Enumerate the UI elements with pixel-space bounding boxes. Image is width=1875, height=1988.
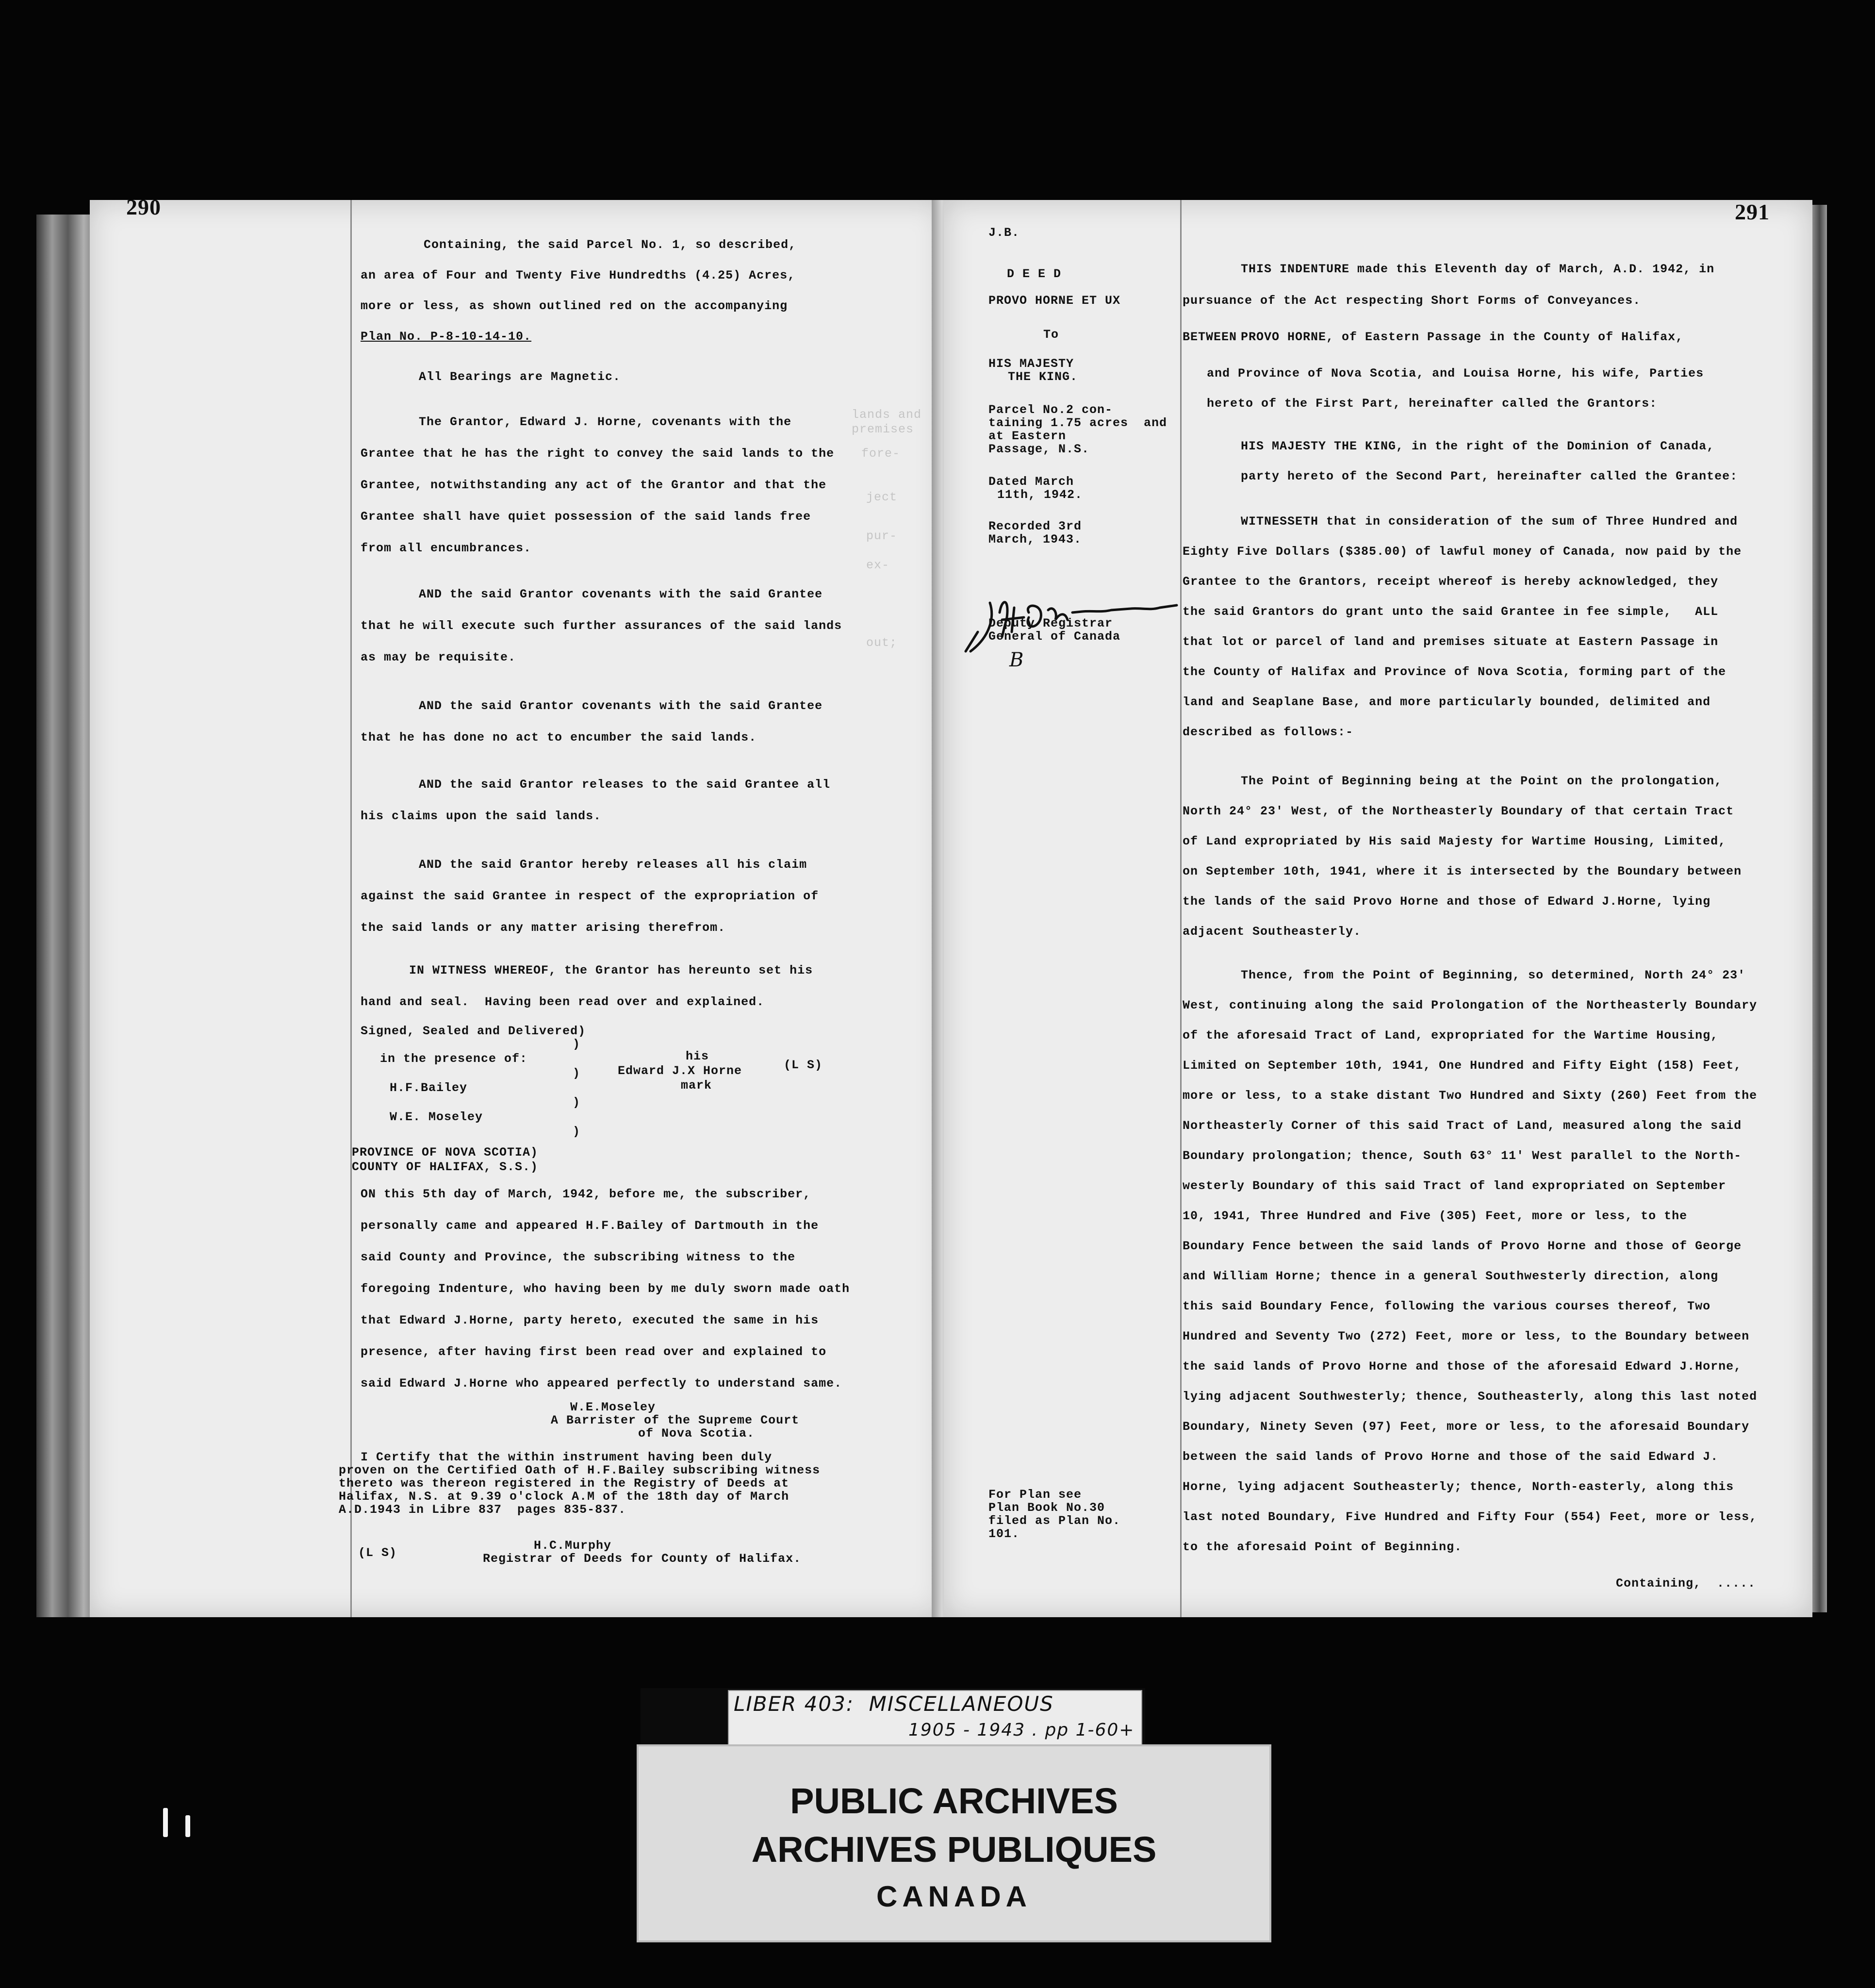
margin-parcel: at Eastern (988, 429, 1067, 443)
text-line: that Edward J.Horne, party hereto, executed the same in his (361, 1313, 819, 1327)
text-line: AND the said Grantor covenants with the said Grantee (419, 587, 823, 601)
margin-recorded: March, 1943. (988, 532, 1082, 547)
mark-his: his (686, 1049, 709, 1063)
text-line: All Bearings are Magnetic. (419, 370, 621, 384)
plan-reference: filed as Plan No. (988, 1514, 1121, 1528)
mark-mark: mark (681, 1078, 712, 1093)
left-margin-rule (350, 200, 352, 1617)
open-ledger-book (90, 195, 1827, 1632)
bracket: ) (573, 1066, 581, 1080)
margin-parties: PROVO HORNE ET UX (988, 294, 1121, 308)
barrister-name: W.E.Moseley (570, 1400, 656, 1414)
text-line: proven on the Certified Oath of H.F.Bailey subscribing witness (339, 1463, 821, 1477)
mark-name: Edward J.X Horne (618, 1064, 742, 1078)
seal-ls: (L S) (784, 1058, 823, 1072)
text-line: personally came and appeared H.F.Bailey of Dartmouth in the (361, 1219, 819, 1233)
text-line: the said Grantors do grant unto the said Grantee in fee simple, ALL (1183, 605, 1719, 619)
text-line: this said Boundary Fence, following the various courses thereof, Two (1183, 1299, 1711, 1313)
archives-stamp (637, 1744, 1271, 1942)
text-line: AND the said Grantor covenants with the said Grantee (419, 699, 823, 713)
continued-marker: Containing, ..... (1616, 1576, 1756, 1590)
barrister-title: of Nova Scotia. (638, 1426, 755, 1441)
margin-dated: 11th, 1942. (997, 488, 1083, 502)
text-line: an area of Four and Twenty Five Hundredths (4.25) Acres, (361, 268, 796, 282)
text-line: lying adjacent Southwesterly; thence, Southeasterly, along this last noted (1183, 1390, 1758, 1404)
text-line: Grantee, notwithstanding any act of the Grantor and that the (361, 478, 827, 492)
text-line: Boundary, Ninety Seven (97) Feet, more or less, to the aforesaid Boundary (1183, 1420, 1750, 1434)
text-line: against the said Grantee in respect of the expropriation of (361, 889, 819, 903)
film-mark (185, 1815, 190, 1837)
text-line: Containing, the said Parcel No. 1, so described, (424, 238, 797, 252)
text-line: WITNESSETH that in consideration of the sum of Three Hundred and (1241, 514, 1738, 529)
text-line: described as follows:- (1183, 725, 1354, 739)
text-line: the lands of the said Provo Horne and those of Edward J.Horne, lying (1183, 895, 1711, 909)
margin-parcel: Parcel No.2 con- (988, 403, 1113, 417)
left-page: 290 lands and premises fore- ject pur- ex- out; Containing, the said Parcel No. 1, so described, an area of Four and Twenty Five Hundredths (4.25) Acres, more or less, as shown outlined red on the accompanying Plan No. P-8-10-14-10. All Bearings are Magnetic. The Grantor, Edward J. Horne, covenants with the Grantee that he has the right to convey the said lands to the Grantee, notwithstanding any act of the Grantor and that the Grantee shall have quiet possession of the said lands free from all encumbrances. AND the said Grantor covenants with the said Grantee that he will execute such further assurances of the said lands as may be requisite. AND the said Grantor covenants with the said Grantee that he has done no act to encumber the said lands. AND the said Grantor releases to the said Grantee all his claims upon the said lands. AND the said Grantor hereby releases all his claim against the said Grantee in respect of the expropriation of the said lands or any matter arising therefrom. IN WITNESS WHEREOF, the Grantor has hereunto set his hand and seal. Having been read over and explained. Signed, Sealed and Delivered) in the presence of: H.F.Bailey W.E. Moseley ) ) ) ) his Edward J.X Horne mark (L S) PROVINCE OF NOVA SCOTIA) COUNTY OF HALIFAX, S.S.) ON this 5th day of March, 1942, before me, the subscriber, personally came and appeared H.F.Bailey of Dartmouth in the said County and Province, the subscribing witness to the foregoing Indenture, who having been by me duly sworn made oath that Edward J.Horne, party hereto, executed the same in his presence, after having first been read over and explained to said Edward J.Horne who appeared perfectly to understand same. W.E.Moseley A Barrister of the Supreme Court of Nova Scotia. I Certify that the within instrument having been duly proven on the Certified Oath of H.F.Bailey subscribing witness thereto was thereon registered in the Registry of Deeds at Halifax, N.S. at 9.39 o'clock A.M of the 18th day of March A.D.1943 in Libre 837 pages 835-837. (L S) H.C.Murphy Registrar of Deeds for County of Halifax. (90, 200, 944, 1617)
text-line: Thence, from the Point of Beginning, so determined, North 24° 23' (1241, 968, 1746, 982)
text-line: from all encumbrances. (361, 541, 532, 555)
text-line: PROVO HORNE, of Eastern Passage in the County of Halifax, (1241, 330, 1684, 344)
text-line: North 24° 23' West, of the Northeasterly Boundary of that certain Tract (1183, 804, 1734, 818)
text-line: and William Horne; thence in a general Southwesterly direction, along (1183, 1269, 1719, 1283)
registrar-name: H.C.Murphy (534, 1539, 612, 1553)
text-line: I Certify that the within instrument having been duly (361, 1450, 773, 1464)
text-line: on September 10th, 1941, where it is intersected by the Boundary between (1183, 864, 1742, 878)
text-line: Signed, Sealed and Delivered) (361, 1024, 586, 1038)
deputy-registrar: General of Canada (988, 630, 1121, 644)
plan-number: Plan No. P-8-10-14-10. (361, 330, 532, 344)
right-page-edges (1812, 205, 1827, 1612)
text-line: that he will execute such further assurances of the said lands (361, 619, 842, 633)
text-line: Grantee to the Grantors, receipt whereof is hereby acknowledged, they (1183, 575, 1719, 589)
margin-the-king: THE KING. (1008, 370, 1078, 384)
text-line: Boundary prolongation; thence, South 63° 11' West parallel to the North- (1183, 1149, 1742, 1163)
text-line: more or less, to a stake distant Two Hundred and Sixty (260) Feet from the (1183, 1089, 1758, 1103)
text-line: westerly Boundary of this said Tract of land expropriated on September (1183, 1179, 1727, 1193)
margin-deed: D E E D (1007, 267, 1062, 281)
text-line: ON this 5th day of March, 1942, before me, the subscriber, (361, 1187, 811, 1201)
text-line: Northeasterly Corner of this said Tract of Land, measured along the said (1183, 1119, 1742, 1133)
text-line: THIS INDENTURE made this Eleventh day of March, A.D. 1942, in (1241, 262, 1715, 276)
text-line: the County of Halifax and Province of Nova Scotia, forming part of the (1183, 665, 1727, 679)
text-line: Hundred and Seventy Two (272) Feet, more or less, to the Boundary between (1183, 1329, 1750, 1343)
margin-recorded: Recorded 3rd (988, 519, 1082, 533)
text-line: as may be requisite. (361, 650, 516, 664)
text-line: AND the said Grantor hereby releases all his claim (419, 858, 807, 872)
text-line: The Grantor, Edward J. Horne, covenants with the (419, 415, 792, 429)
text-line: Grantee that he has the right to convey the said lands to the (361, 447, 835, 461)
text-line: Horne, lying adjacent Southeasterly; thence, North-easterly, along this (1183, 1480, 1734, 1494)
seal-ls: (L S) (358, 1546, 397, 1560)
right-page (944, 200, 1812, 1617)
province-line: PROVINCE OF NOVA SCOTIA) (352, 1145, 539, 1160)
liber-label-line-1: LIBER 403: MISCELLANEOUS (734, 1692, 1054, 1716)
text-line: presence, after having first been read over and explained to (361, 1345, 827, 1359)
bracket: ) (573, 1125, 581, 1139)
presence-line: in the presence of: (380, 1052, 528, 1066)
text-line: of Land expropriated by His said Majesty for Wartime Housing, Limited, (1183, 834, 1727, 848)
text-line: hereto of the First Part, hereinafter called the Grantors: (1207, 397, 1658, 411)
margin-parcel: taining 1.75 acres and (988, 416, 1168, 430)
margin-his-majesty: HIS MAJESTY (988, 357, 1074, 371)
text-line: land and Seaplane Base, and more particularly bounded, delimited and (1183, 695, 1711, 709)
text-line: that he has done no act to encumber the said lands. (361, 730, 757, 745)
county-line: COUNTY OF HALIFAX, S.S.) (352, 1160, 539, 1174)
text-line: the said lands of Provo Horne and those of the aforesaid Edward J.Horne, (1183, 1359, 1742, 1374)
text-line: of the aforesaid Tract of Land, expropriated for the Wartime Housing, (1183, 1028, 1719, 1043)
text-line: A.D.1943 in Libre 837 pages 835-837. (339, 1503, 626, 1517)
bracket: ) (573, 1037, 581, 1051)
text-line: Halifax, N.S. at 9.39 o'clock A.M of the 18th day of March (339, 1490, 789, 1504)
plan-reference: 101. (988, 1527, 1020, 1541)
left-page-number: 290 (126, 195, 161, 219)
plan-reference: For Plan see (988, 1488, 1082, 1502)
witness-name: H.F.Bailey (390, 1081, 468, 1095)
text-line: AND the said Grantor releases to the said Grantee all (419, 778, 831, 792)
stamp-line-1: PUBLIC ARCHIVES (790, 1781, 1118, 1821)
text-line: The Point of Beginning being at the Point on the prolongation, (1241, 774, 1723, 788)
text-line: 10, 1941, Three Hundred and Five (305) Feet, more or less, to the (1183, 1209, 1688, 1223)
text-line: Eighty Five Dollars ($385.00) of lawful money of Canada, now paid by the (1183, 545, 1742, 559)
text-line: thereto was thereon registered in the Registry of Deeds at (339, 1476, 789, 1491)
text-line: hand and seal. Having been read over and explained. (361, 995, 765, 1009)
text-line: HIS MAJESTY THE KING, in the right of the Dominion of Canada, (1241, 439, 1715, 453)
text-line: last noted Boundary, Five Hundred and Fifty Four (554) Feet, more or less, (1183, 1510, 1758, 1524)
registrar-title: Registrar of Deeds for County of Halifax. (483, 1552, 802, 1566)
text-line: and Province of Nova Scotia, and Louisa Horne, his wife, Parties (1207, 366, 1704, 381)
deputy-registrar: Deputy Registrar (988, 616, 1113, 630)
between-label: BETWEEN (1183, 330, 1237, 344)
stamp-line-3: CANADA (876, 1880, 1032, 1913)
text-line: Grantee shall have quiet possession of the said lands free (361, 510, 811, 524)
handwritten-liber-label (728, 1690, 1142, 1750)
handwritten-b: B (1009, 649, 1024, 671)
right-page-number: 291 (1735, 199, 1770, 224)
text-line: foregoing Indenture, who having been by me duly sworn made oath (361, 1282, 850, 1296)
text-line: between the said lands of Provo Horne and those of the said Edward J. (1183, 1450, 1719, 1464)
right-margin-rule (1180, 200, 1182, 1617)
bracket: ) (573, 1095, 581, 1110)
text-line: more or less, as shown outlined red on the accompanying (361, 299, 788, 313)
text-line: that lot or parcel of land and premises situate at Eastern Passage in (1183, 635, 1719, 649)
text-line: Limited on September 10th, 1941, One Hundred and Fifty Eight (158) Feet, (1183, 1059, 1742, 1073)
film-mark (163, 1808, 168, 1837)
text-line: pursuance of the Act respecting Short Forms of Conveyances. (1183, 294, 1641, 308)
barrister-title: A Barrister of the Supreme Court (551, 1413, 800, 1427)
text-line: to the aforesaid Point of Beginning. (1183, 1540, 1463, 1554)
text-line: IN WITNESS WHEREOF, the Grantor has hereunto set his (409, 963, 813, 977)
stamp-line-2: ARCHIVES PUBLIQUES (751, 1829, 1157, 1870)
text-line: said Edward J.Horne who appeared perfectly to understand same. (361, 1376, 842, 1391)
margin-to: To (1043, 328, 1059, 342)
text-line: the said lands or any matter arising therefrom. (361, 921, 726, 935)
plan-reference: Plan Book No.30 (988, 1501, 1105, 1515)
text-line: said County and Province, the subscribing witness to the (361, 1250, 796, 1264)
text-line: Boundary Fence between the said lands of Provo Horne and those of George (1183, 1239, 1742, 1253)
margin-parcel: Passage, N.S. (988, 442, 1090, 456)
text-line: his claims upon the said lands. (361, 809, 602, 823)
liber-label-line-2: 1905 - 1943 . pp 1-60+ (908, 1720, 1135, 1740)
text-line: party hereto of the Second Part, hereinafter called the Grantee: (1241, 469, 1738, 483)
text-line: adjacent Southeasterly. (1183, 925, 1362, 939)
margin-initials: J.B. (988, 226, 1020, 240)
text-line: West, continuing along the said Prolongation of the Northeasterly Boundary (1183, 998, 1758, 1012)
witness-name: W.E. Moseley (390, 1110, 483, 1124)
margin-dated: Dated March (988, 475, 1074, 489)
